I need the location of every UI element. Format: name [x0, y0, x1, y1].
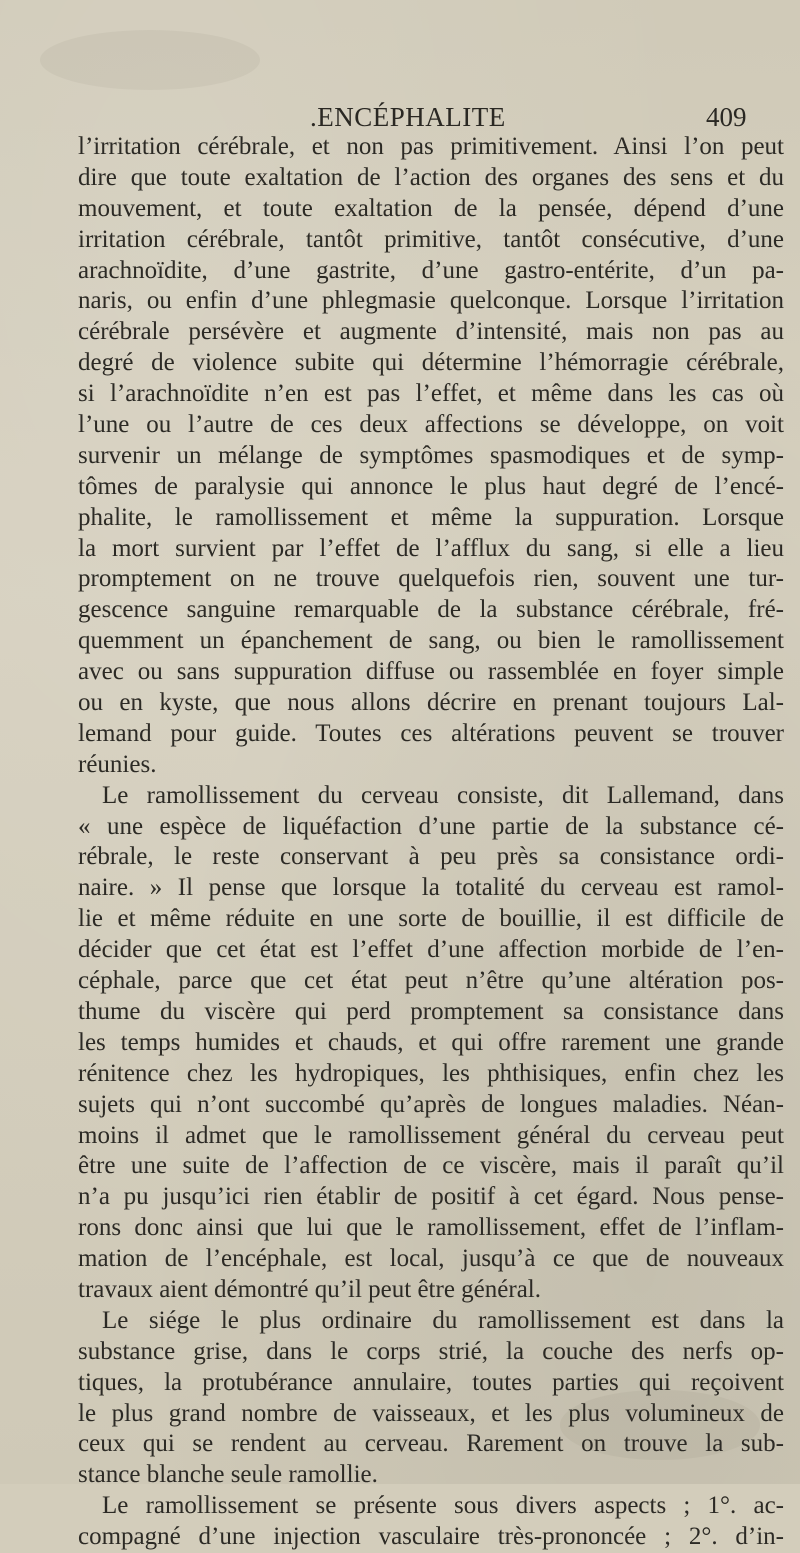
text-line: cérébrale persévère et augmente d’intensité, mais non pas au — [78, 318, 784, 346]
text-line: stance blanche seule ramollie. — [78, 1461, 378, 1489]
text-line: tiques, la protubérance annulaire, toutes parties qui reçoivent — [78, 1368, 784, 1396]
text-line: avec ou sans suppuration diffuse ou rassemblée en foyer simple — [78, 658, 784, 686]
text-line: l’une ou l’autre de ces deux affections se développe, on voit — [78, 411, 784, 439]
text-line: travaux aient démontré qu’il peut être général. — [78, 1275, 541, 1303]
text-line: lemand pour guide. Toutes ces altérations peuvent se trouver — [78, 719, 784, 747]
text-line: réunies. — [78, 750, 157, 778]
page-header — [0, 102, 800, 136]
body-text — [78, 132, 784, 1553]
text-line: quemment un épanchement de sang, ou bien le ramollissement — [78, 627, 784, 655]
running-head: .ENCÉPHALITE — [310, 102, 506, 132]
text-line: décider que cet état est l’effet d’une affection morbide de l’en- — [78, 936, 784, 964]
text-line: mouvement, et toute exaltation de la pensée, dépend d’une — [78, 194, 784, 222]
text-line: le plus grand nombre de vaisseaux, et les plus volumineux de — [78, 1399, 784, 1427]
text-line: dire que toute exaltation de l’action des organes des sens et du — [78, 163, 784, 191]
text-line: lie et même réduite en une sorte de bouillie, il est difficile de — [78, 905, 784, 933]
text-line: sujets qui n’ont succombé qu’après de longues maladies. Néan- — [78, 1090, 784, 1118]
text-line: moins il admet que le ramollissement général du cerveau peut — [78, 1121, 784, 1149]
text-line: les temps humides et chauds, et qui offre rarement une grande — [78, 1028, 784, 1056]
text-line: Le ramollissement du cerveau consiste, dit Lallemand, dans — [102, 781, 784, 809]
text-line: céphale, parce que cet état peut n’être qu’une altération pos- — [78, 967, 784, 995]
text-line: phalite, le ramollissement et même la suppuration. Lorsque — [78, 503, 784, 531]
text-line: ceux qui se rendent au cerveau. Rarement on trouve la sub- — [78, 1430, 784, 1458]
page-number: 409 — [706, 102, 747, 132]
text-line: gescence sanguine remarquable de la substance cérébrale, fré- — [78, 596, 784, 624]
text-line: naire. » Il pense que lorsque la totalité du cerveau est ramol- — [78, 874, 784, 902]
text-line: la mort survient par l’effet de l’afflux du sang, si elle a lieu — [78, 534, 784, 562]
text-line: rébrale, le reste conservant à peu près sa consistance ordi- — [78, 843, 784, 871]
text-line: Le siége le plus ordinaire du ramollissement est dans la — [102, 1306, 784, 1334]
text-line: naris, ou enfin d’une phlegmasie quelconque. Lorsque l’irritation — [78, 287, 784, 315]
text-line: « une espèce de liquéfaction d’une partie de la substance cé- — [78, 812, 784, 840]
text-line: compagné d’une injection vasculaire très-prononcée ; 2°. d’in- — [78, 1523, 784, 1551]
text-line: thume du viscère qui perd promptement sa consistance dans — [78, 997, 784, 1025]
text-line: substance grise, dans le corps strié, la couche des nerfs op- — [78, 1337, 784, 1365]
text-line: rénitence chez les hydropiques, les phthisiques, enfin chez les — [78, 1059, 784, 1087]
paper-stain — [40, 30, 260, 90]
text-line: Le ramollissement se présente sous divers aspects ; 1°. ac- — [102, 1492, 784, 1520]
text-line: n’a pu jusqu’ici rien établir de positif à cet égard. Nous pense- — [78, 1183, 784, 1211]
text-line: l’irritation cérébrale, et non pas primitivement. Ainsi l’on peut — [78, 133, 784, 160]
text-line: rons donc ainsi que lui que le ramollissement, effet de l’inflam- — [78, 1214, 784, 1242]
text-line: mation de l’encéphale, est local, jusqu’à ce que de nouveaux — [78, 1245, 784, 1273]
text-line: être une suite de l’affection de ce viscère, mais il paraît qu’il — [78, 1152, 784, 1180]
text-line: irritation cérébrale, tantôt primitive, tantôt consécutive, d’une — [78, 225, 784, 253]
text-line: tômes de paralysie qui annonce le plus haut degré de l’encé- — [78, 472, 784, 500]
text-line: survenir un mélange de symptômes spasmodiques et de symp- — [78, 441, 784, 469]
text-line: ou en kyste, que nous allons décrire en prenant toujours Lal- — [78, 689, 784, 717]
text-line: si l’arachnoïdite n’en est pas l’effet, et même dans les cas où — [78, 380, 784, 408]
text-line: arachnoïdite, d’une gastrite, d’une gastro-entérite, d’un pa- — [78, 256, 784, 284]
text-line: degré de violence subite qui détermine l’hémorragie cérébrale, — [78, 349, 784, 377]
text-line: promptement on ne trouve quelquefois rien, souvent une tur- — [78, 565, 784, 593]
